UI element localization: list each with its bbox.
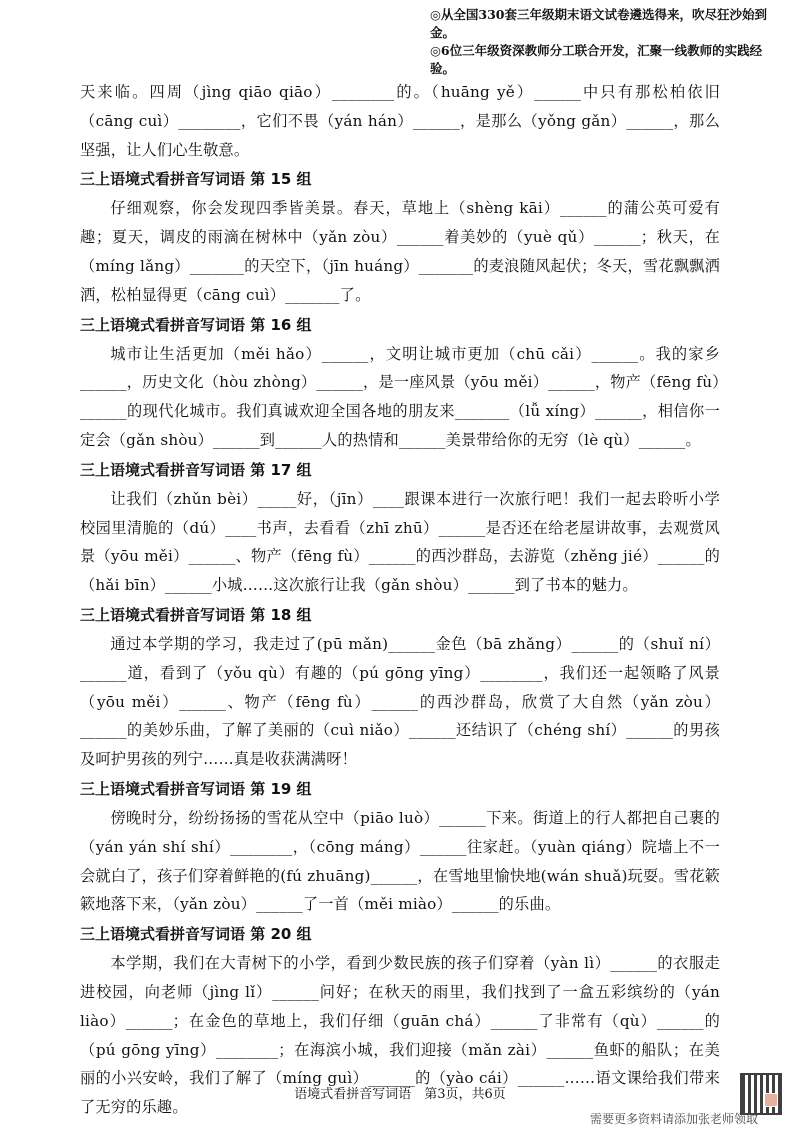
page-footer: 语境式看拼音写词语 第3页，共6页 (294, 1087, 506, 1102)
group-heading: 三上语境式看拼音写词语 第 20 组 (80, 925, 312, 944)
group-heading: 三上语境式看拼音写词语 第 19 组 (80, 779, 312, 798)
group-heading: 三上语境式看拼音写词语 第 15 组 (80, 170, 312, 189)
group-paragraph: 本学期，我们在大青树下的小学，看到少数民族的孩子们穿着（yàn lì）______的衣服走进校园，向老师（jìng lǐ）______问好；在秋天的雨里，我们找到了一盒五彩缤纷的（yán liào）______；在金色的草地上，我们仔细（guān chá）______了非常有（qù）______的（pú gōng yīng）________；在海滨小城，我们迎接（mǎn zài）______鱼虾的船队；在美丽的小兴安岭，我们了解了（míng guì）______的（yào cái）______……语文课给我们带来了无穷的乐趣。 (80, 954, 720, 1117)
group-paragraph: 仔细观察，你会发现四季皆美景。春天，草地上（shèng kāi）______的蒲公英可爱有趣；夏天，调皮的雨滴在树林中（yǎn zòu）______着美妙的（yuè qǔ）______；秋天，在（míng lǎng）_______的天空下，（jīn huáng）_______的麦浪随风起伏；冬天，雪花飘飘洒洒，松柏显得更（cāng cuì）_______了。 (80, 199, 720, 304)
banner-line-1: ◎从全国330套三年级期末语文试卷遴选得来，吹尽狂沙始到金。 (430, 7, 768, 40)
group-heading: 三上语境式看拼音写词语 第 16 组 (80, 315, 312, 334)
footer-note: 需要更多资料请添加张老师领取 (589, 1112, 758, 1126)
group-paragraph: 让我们（zhǔn bèi）_____好，（jīn）____跟课本进行一次旅行吧！我们一起去聆听小学校园里清脆的（dú）____书声，去看看（zhī zhū）______是否还在给老屋讲故事，去观赏风景（yōu měi）______、物产（fēng fù）______的西沙群岛，去游览（zhěng jié）______的（hǎi bīn）______小城……这次旅行让我（gǎn shòu）______到了书本的魅力。 (80, 489, 720, 595)
group-heading: 三上语境式看拼音写词语 第 17 组 (80, 460, 312, 479)
intro-paragraph: 天来临。四周（jìng qiāo qiāo）________的。（huāng yě）______中只有那松柏依旧（cāng cuì）________，它们不畏（yán hán）______，是那么（yǒng gǎn）______，那么坚强，让人们心生敬意。 (80, 83, 720, 159)
header-banner (430, 6, 770, 78)
group-15 (80, 164, 720, 309)
group-paragraph: 通过本学期的学习，我走过了(pū mǎn)______金色（bā zhǎng）______的（shuǐ ní）______道，看到了（yǒu qù）有趣的（pú gōng yīng）________，我们还一起领略了风景（yōu měi）______、物产（fēng fù）______的西沙群岛，欣赏了大自然（yǎn zòu）______的美妙乐曲，了解了美丽的（cuì niǎo）______还结识了（chéng shí）______的男孩及呵护男孩的列宁……真是收获满满呀！ (80, 634, 720, 769)
group-19 (80, 774, 720, 919)
banner-line-2: ◎6位三年级资深教师分工联合开发，汇聚一线教师的实践经验。 (430, 43, 763, 76)
group-18 (80, 600, 720, 774)
group-paragraph: 城市让生活更加（měi hǎo）______，文明让城市更加（chū cǎi）______。我的家乡______，历史文化（hòu zhòng）______，是一座风景（yōu měi）______，物产（fēng fù）______的现代化城市。我们真诚欢迎全国各地的朋友来_______（lǚ xíng）______，相信你一定会（gǎn shòu）______到______人的热情和______美景带给你的无穷（lè qù）______。 (80, 344, 720, 449)
group-paragraph: 傍晚时分，纷纷扬扬的雪花从空中（piāo luò）______下来。街道上的行人都把自己裹的（yán yán shí shí）________，（cōng máng）______往家赶。（yuàn qiáng）院墙上不一会就白了，孩子们穿着鲜艳的(fú zhuāng)______，在雪地里愉快地(wán shuǎ)玩耍。雪花簌簌地落下来，（yǎn zòu）______了一首（měi miào）______的乐曲。 (80, 808, 720, 914)
group-16 (80, 310, 720, 455)
group-heading: 三上语境式看拼音写词语 第 18 组 (80, 605, 312, 624)
avatar (764, 1093, 778, 1107)
worksheet-body (80, 78, 720, 1122)
group-17 (80, 455, 720, 600)
